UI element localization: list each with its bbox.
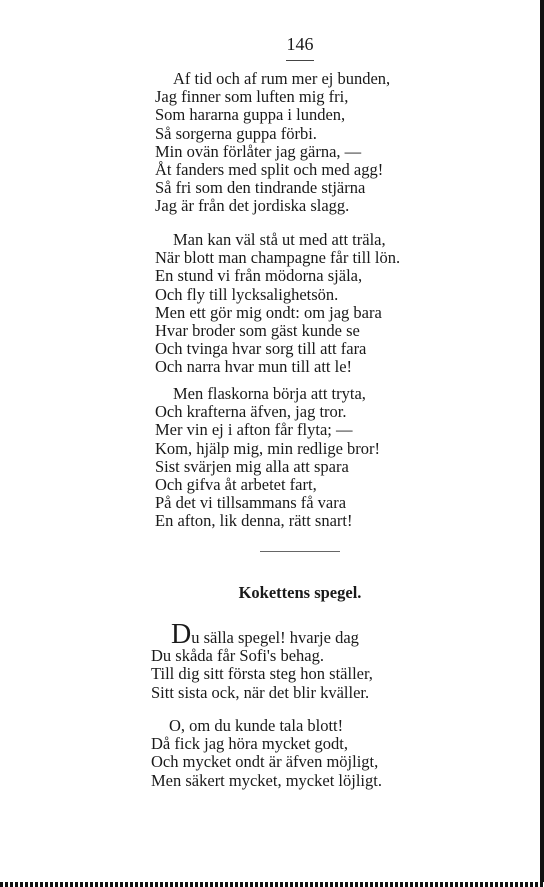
poem-title: Kokettens spegel. (238, 583, 362, 602)
page-number: 146 (286, 34, 314, 54)
verse-line: Sitt sista ock, när det blir kväller. (151, 682, 370, 702)
verse-line: Och mycket ondt är äfven möjligt, (151, 752, 379, 772)
verse-line: Men flaskorna börja att tryta, (173, 384, 366, 403)
verse-line: Och tvinga hvar sorg till att fara (155, 339, 367, 359)
verse-line: Som hararna guppa i lunden, (155, 105, 346, 125)
verse-line: Och gifva åt arbetet fart, (155, 475, 317, 495)
poem1-stanza-2 (155, 231, 400, 377)
verse-line: När blott man champagne får till lön. (155, 248, 401, 268)
verse-line: En afton, lik denna, rätt snart! (155, 511, 353, 531)
verse-line: Men säkert mycket, mycket löjligt. (151, 770, 382, 790)
verse-line: Jag är från det jordiska slagg. (155, 196, 350, 216)
verse-line: Så sorgerna guppa förbi. (155, 123, 317, 143)
verse-line: Till dig sitt första steg hon ställer, (151, 664, 373, 684)
drop-cap: D (171, 619, 192, 650)
verse-line: Och narra hvar mun till att le! (155, 357, 353, 377)
verse-line: Mer vin ej i afton får flyta; — (155, 420, 353, 440)
verse-line: Man kan väl stå ut med att träla, (173, 230, 386, 249)
verse-line: Af tid och af rum mer ej bunden, (173, 69, 391, 88)
verse-line: O, om du kunde tala blott! (169, 716, 344, 735)
verse-line: En stund vi från mödorna själa, (155, 266, 363, 286)
first-line-text: u sälla spegel! hvarje dag (191, 628, 359, 647)
verse-line: På det vi tillsammans få vara (155, 493, 347, 513)
poem1-stanza-1 (155, 70, 390, 216)
page-edge-bottom (0, 882, 544, 887)
verse-line: Och krafterna äfven, jag tror. (155, 402, 347, 422)
verse-line: Då fick jag höra mycket godt, (151, 734, 349, 754)
page-edge-right (540, 0, 544, 887)
verse-line: Jag finner som luften mig fri, (155, 87, 349, 107)
section-divider (260, 551, 340, 552)
verse-line: Sist svärjen mig alla att spara (155, 456, 349, 476)
verse-line: Kom, hjälp mig, min redlige bror! (155, 438, 380, 458)
verse-line: Så fri som den tindrande stjärna (155, 178, 366, 198)
verse-line: Åt fanders med split och med agg! (155, 160, 384, 180)
poem1-stanza-3 (155, 385, 380, 531)
verse-line-first (151, 619, 373, 650)
verse-line: Hvar broder som gäst kunde se (155, 321, 360, 341)
verse-line: Och fly till lycksalighetsön. (155, 284, 339, 304)
verse-line: Min ovän förlåter jag gärna, — (155, 141, 362, 161)
verse-line: Men ett gör mig ondt: om jag bara (155, 302, 382, 322)
page-number-rule (286, 60, 314, 61)
verse-line: Du skåda får Sofi's behag. (151, 646, 324, 666)
poem2-stanza-1 (151, 619, 373, 702)
poem2-stanza-2 (151, 717, 382, 790)
